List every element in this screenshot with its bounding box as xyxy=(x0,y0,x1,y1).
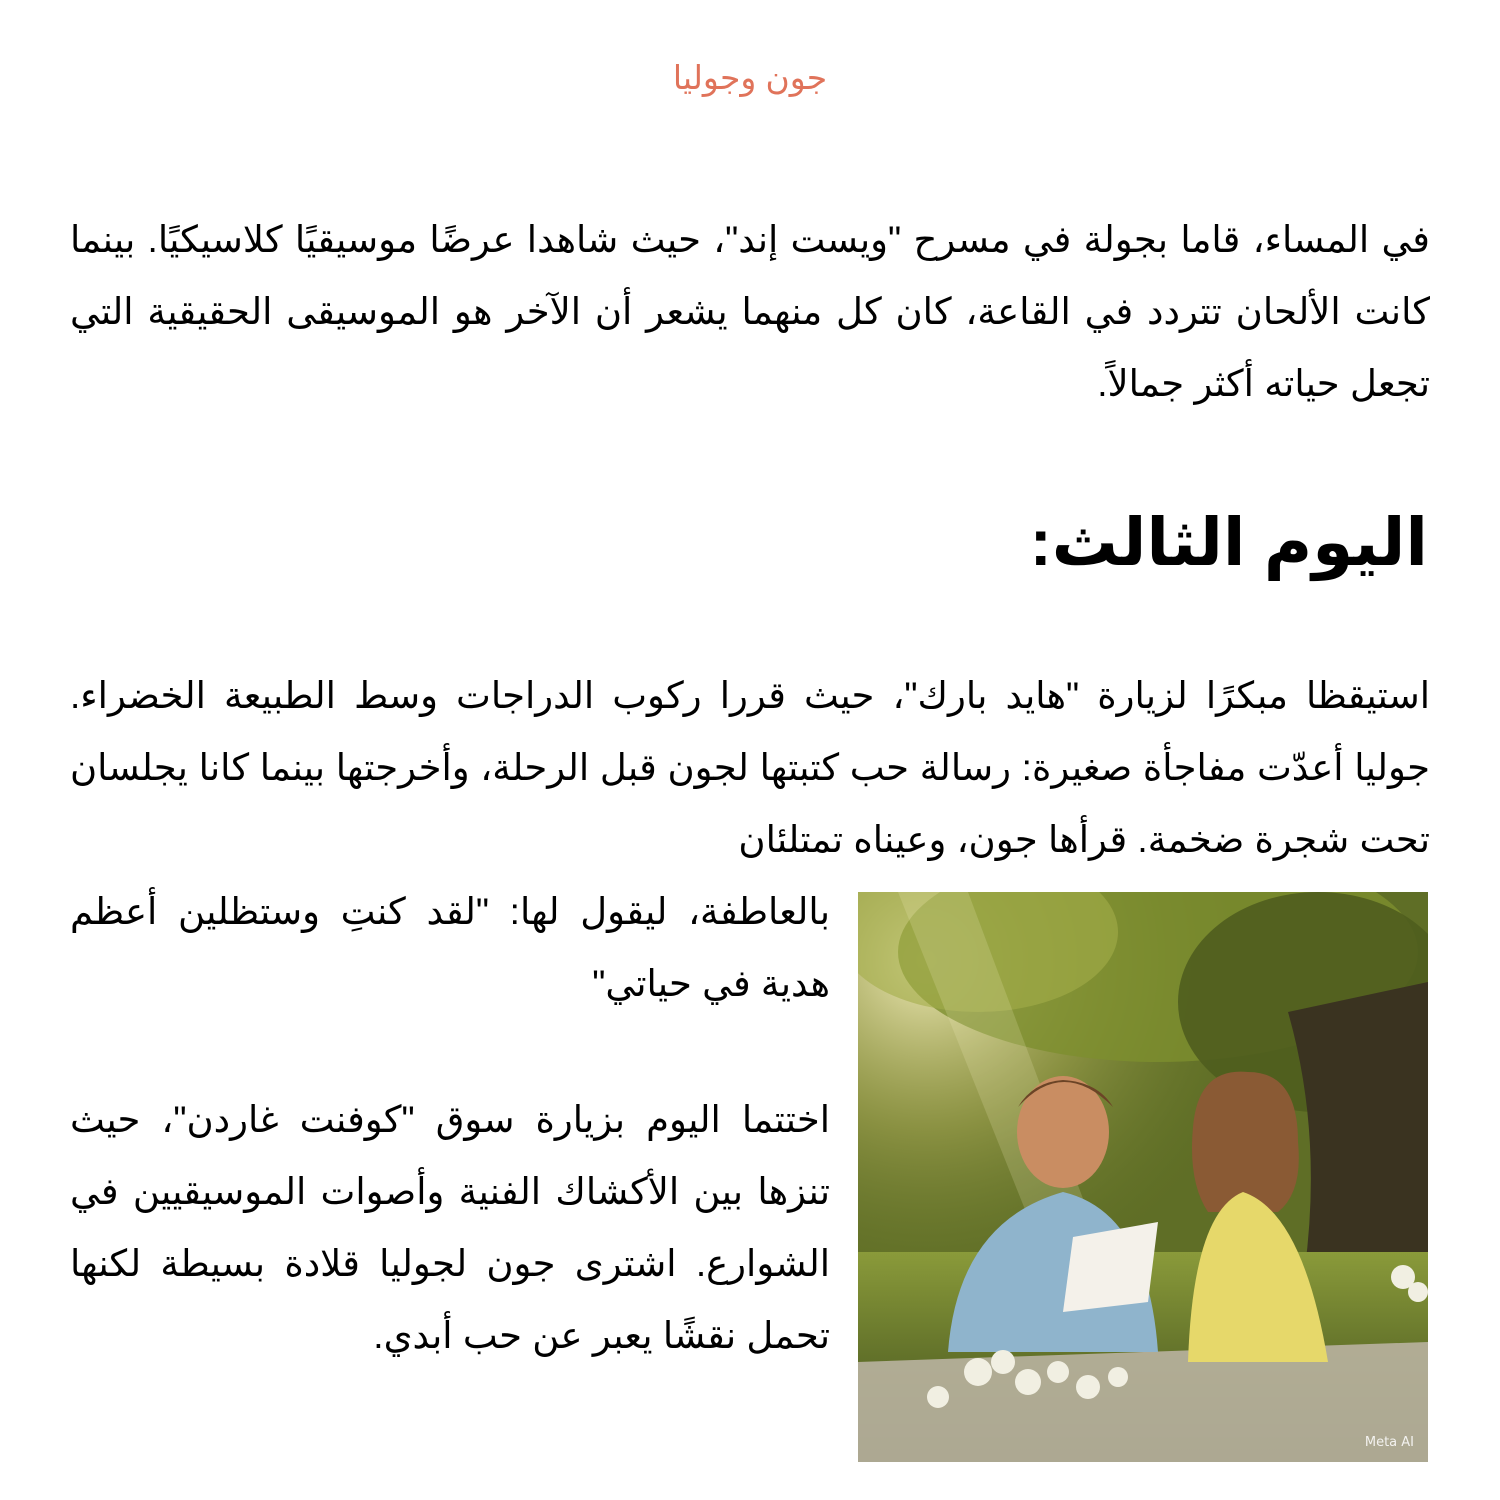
header-title: جون وجوليا xyxy=(672,59,828,96)
paragraph-evening: في المساء، قاما بجولة في مسرح "ويست إند"، حيث شاهدا عرضًا موسيقيًا كلاسيكيًا. بينما كانت الألحان تتردد في القاعة، كان كل منهما يشعر أن الآخر هو الموسيقى الحقيقية التي تجعل حياته أكثر جمالاً. xyxy=(70,219,1430,404)
paragraph-park-top: استيقظا مبكرًا لزيارة "هايد بارك"، حيث قررا ركوب الدراجات وسط الطبيعة الخضراء. جوليا أعدّت مفاجأة صغيرة: رسالة حب كتبتها لجون قبل الرحلة، وأخرجتها بينما كانا يجلسان تحت شجرة ضخمة. قرأها جون، وعيناه تمتلئان xyxy=(70,675,1430,860)
paragraph-park-bottom: بالعاطفة، ليقول لها: "لقد كنتِ وستظلين أعظم هدية في حياتي" xyxy=(70,891,830,1004)
image-watermark: Meta AI xyxy=(1364,1435,1414,1450)
couple-picnic-photo xyxy=(858,892,1428,1462)
photo-illustration xyxy=(858,892,1428,1462)
heading-day-three: اليوم الثالث: xyxy=(1029,505,1428,579)
paragraph-market: اختتما اليوم بزيارة سوق "كوفنت غاردن"، حيث تنزها بين الأكشاك الفنية وأصوات الموسيقيين في الشوارع. اشترى جون لجوليا قلادة بسيطة لكنها تحمل نقشًا يعبر عن حب أبدي. xyxy=(70,1099,830,1356)
